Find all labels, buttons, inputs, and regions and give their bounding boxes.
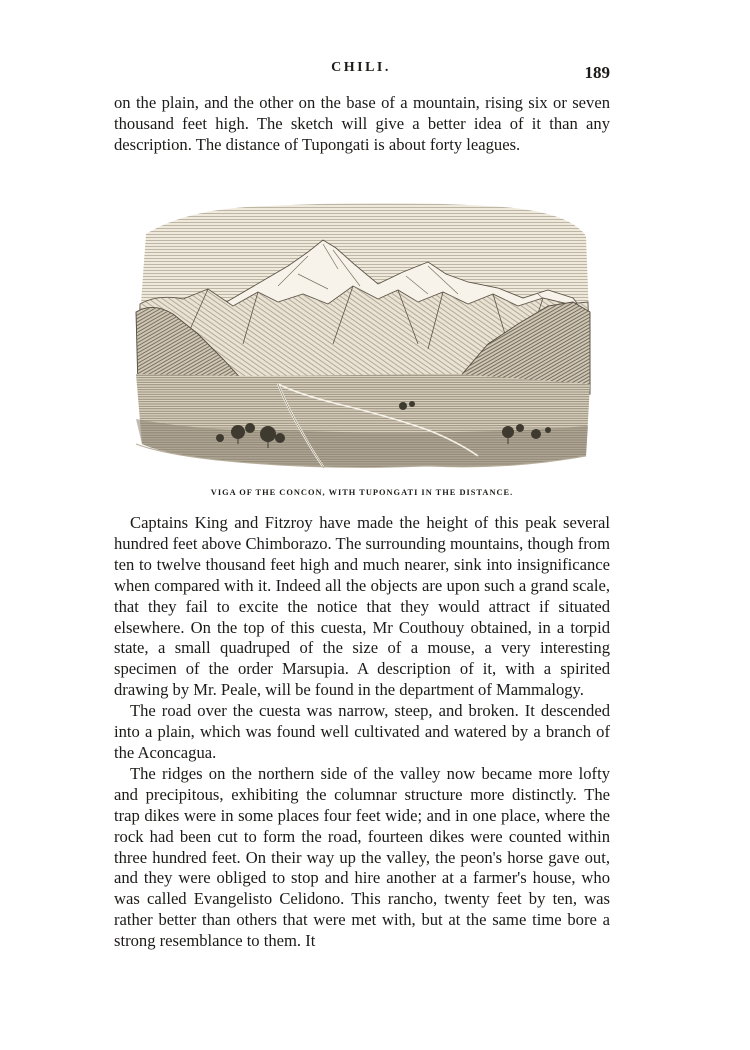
paragraph-continuation: on the plain, and the other on the base of a mountain, rising six or seven thousand feet high. The sketch will give a better idea of it than any description. The distance of Tupongati is about forty leagues. [114, 93, 610, 154]
main-text [114, 513, 610, 952]
paragraph: Captains King and Fitzroy have made the height of this peak several hundred feet above Chimborazo. The surrounding mountains, though from ten to twelve thousand feet high and much nearer, sink into insignificance when compared with it. Indeed all the objects are upon such a grand scale, that they fail to excite the notice that they would attract if situated elsewhere. On the top of this cuesta, Mr Couthouy obtained, in a torpid state, a small quadruped of the size of a mouse, a very interesting specimen of the order Marsupia. A description of it, with a spirited drawing by Mr. Peale, will be found in the department of Mammalogy. [114, 513, 610, 700]
page-header [112, 58, 610, 84]
page-number: 189 [584, 63, 610, 82]
mountain-engraving [128, 194, 594, 478]
running-head: CHILI. [331, 60, 391, 75]
engraving-figure [128, 194, 594, 478]
paragraph: The road over the cuesta was narrow, steep, and broken. It descended into a plain, which was found well cultivated and watered by a branch of the Aconcagua. [114, 701, 610, 762]
figure-caption: VIGA OF THE CONCON, WITH TUPONGATI IN THE DISTANCE. [210, 488, 514, 497]
top-text [114, 93, 610, 156]
paragraph: The ridges on the northern side of the valley now became more lofty and precipitous, exhibiting the columnar structure more distinctly. The trap dikes were in some places four feet wide; and in one place, where the rock had been cut to form the road, fourteen dikes were counted within three hundred feet. On their way up the valley, the peon's horse gave out, and they were obliged to stop and hire another at a farmer's house, who was called Evangelisto Celidono. This rancho, twenty feet by ten, was rather better than others that were met with, but at the same time bore a strong resemblance to them. It [114, 763, 610, 951]
